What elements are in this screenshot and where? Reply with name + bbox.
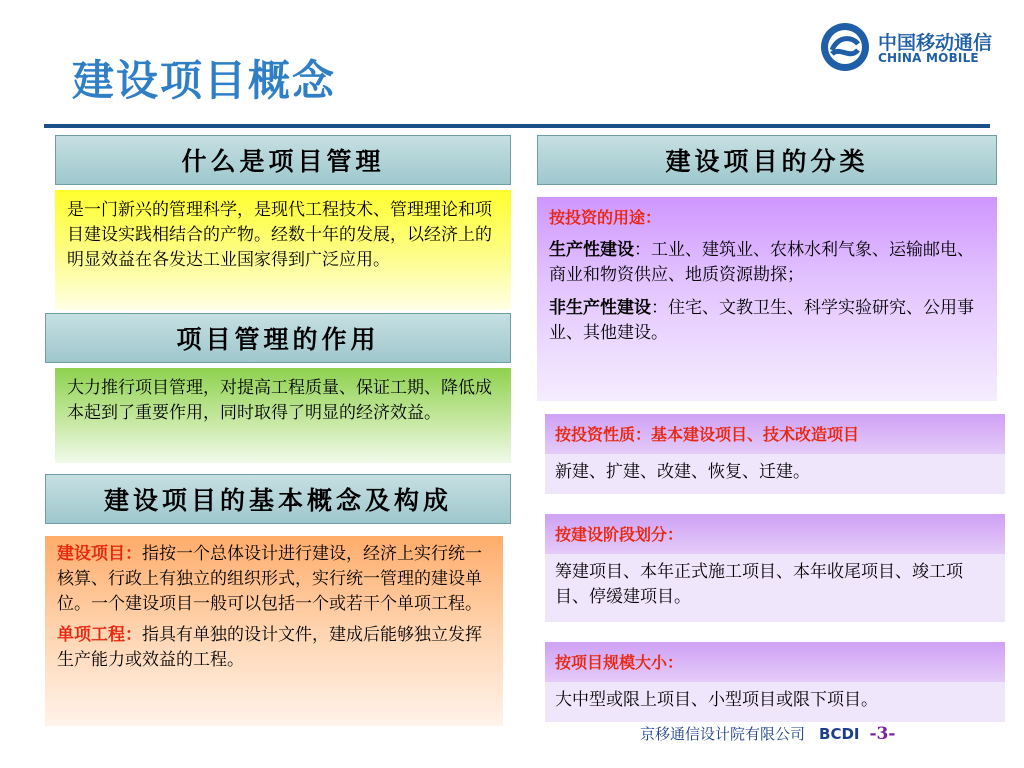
by-nature-title: 按投资性质：基本建设项目、技术改造项目: [555, 425, 860, 444]
china-mobile-logo-icon: [818, 20, 872, 74]
single-project-text: 指具有单独的设计文件，建成后能够独立发挥生产能力或效益的工程。: [57, 625, 482, 670]
by-stage-text: 筹建项目、本年正式施工项目、本年收尾项目、竣工项目、停缓建项目。: [555, 562, 963, 607]
pm-role-box: [55, 368, 511, 463]
construction-project-definition: [57, 542, 491, 617]
by-stage-title-band: [545, 514, 1005, 554]
title-divider: [44, 124, 990, 128]
single-project-label: 单项工程：: [57, 625, 142, 645]
section-header-classification: 建设项目的分类: [537, 135, 997, 185]
productive-text: ：工业、建筑业、农林水利气象、运输邮电、商业和物资供应、地质资源勘探；: [549, 240, 974, 285]
nonproductive-label: 非生产性建设: [549, 298, 651, 318]
page-number: -3-: [869, 724, 896, 744]
by-scale-text: 大中型或限上项目、小型项目或限下项目。: [555, 690, 878, 710]
by-use-box: [537, 197, 997, 401]
section-header-basic-concept: 建设项目的基本概念及构成: [45, 474, 511, 524]
by-scale-body-box: [545, 682, 1005, 722]
by-nature-body-box: [545, 454, 1005, 494]
section-header-what-is-pm: 什么是项目管理: [55, 135, 511, 185]
section-header-pm-role: 项目管理的作用: [45, 313, 511, 363]
construction-project-text: 指按一个总体设计进行建设，经济上实行统一核算、行政上有独立的组织形式，实行统一管理的建设单位。一个建设项目一般可以包括一个或若干个单项工程。: [57, 544, 482, 614]
single-project-definition: [57, 623, 491, 673]
by-nature-text: 新建、扩建、改建、恢复、迁建。: [555, 462, 810, 482]
by-nature-title-band: [545, 414, 1005, 454]
by-scale-title-band: [545, 642, 1005, 682]
productive-label: 生产性建设: [549, 240, 634, 260]
nonproductive-construction: [549, 296, 985, 346]
footer-company: 京移通信设计院有限公司: [640, 725, 806, 743]
footer-code: BCDI: [819, 725, 860, 743]
page-title: 建设项目概念: [72, 56, 337, 105]
logo-text-cn: 中国移动通信: [878, 32, 993, 54]
by-stage-title: 按建设阶段划分：: [555, 525, 684, 544]
by-scale-title: 按项目规模大小：: [555, 653, 684, 672]
logo-text-en: CHINA MOBILE: [878, 51, 979, 65]
what-is-pm-box: [55, 190, 511, 310]
construction-project-label: 建设项目：: [57, 544, 142, 564]
footer: [640, 723, 895, 744]
by-stage-body-box: [545, 554, 1005, 622]
basic-concept-box: [45, 536, 503, 726]
by-use-title: 按投资的用途：: [549, 208, 662, 227]
what-is-pm-text: 是一门新兴的管理科学，是现代工程技术、管理理论和项目建设实践相结合的产物。经数十年的发展，以经济上的明显效益在各发达工业国家得到广泛应用。: [67, 200, 492, 270]
productive-construction: [549, 238, 985, 288]
nonproductive-text: ：住宅、文教卫生、科学实验研究、公用事业、其他建设。: [549, 298, 974, 343]
china-mobile-logo: [818, 20, 998, 76]
pm-role-text: 大力推行项目管理，对提高工程质量、保证工期、降低成本起到了重要作用，同时取得了明显的经济效益。: [67, 378, 492, 423]
